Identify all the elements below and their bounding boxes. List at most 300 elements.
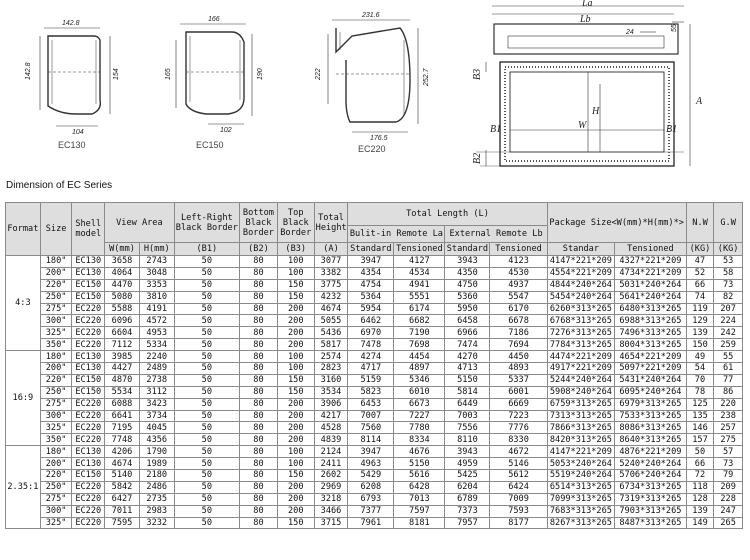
table-cell: 2735 (139, 493, 174, 505)
header-shell: Shell model (72, 203, 105, 256)
table-cell: 7099*313*265 (547, 493, 614, 505)
table-cell: 150 (277, 386, 314, 398)
table-cell: 4350 (445, 267, 490, 279)
table-cell: 4717 (348, 363, 394, 375)
table-cell: 50 (174, 327, 239, 339)
table-cell: 100 (277, 267, 314, 279)
table-cell: 5346 (394, 374, 445, 386)
table-cell: 3232 (139, 517, 174, 529)
table-cell: 7474 (445, 339, 490, 351)
header-top-black: Top Black Border (277, 203, 314, 243)
table-cell: 7377 (348, 505, 394, 517)
table-cell: 238 (714, 410, 743, 422)
table-cell: 6462 (348, 315, 394, 327)
table-cell: 4839 (314, 434, 348, 446)
table-cell: 6988*313*265 (615, 315, 687, 327)
table-cell: 4474*221*209 (547, 351, 614, 363)
table-cell: 5244*240*264 (547, 374, 614, 386)
table-cell: 200 (277, 422, 314, 434)
table-header (6, 203, 743, 256)
table-cell: 7007 (348, 410, 394, 422)
ec220-inner-width-dim: 176.5 (370, 135, 388, 142)
table-cell: 2124 (314, 446, 348, 458)
table-cell: 4427 (105, 363, 140, 375)
table-cell: 50 (174, 315, 239, 327)
table-cell: 80 (240, 267, 278, 279)
ec220-height-dim: 222 (315, 68, 322, 80)
table-cell: 5547 (490, 291, 547, 303)
table-row (6, 351, 743, 363)
table-cell: 3985 (105, 351, 140, 363)
table-cell: 7698 (394, 339, 445, 351)
profile-ec130 (40, 28, 110, 126)
ec150-height2-dim: 190 (257, 68, 264, 80)
table-cell: 3947 (348, 256, 394, 268)
table-cell: 80 (240, 505, 278, 517)
table-cell: 5842 (105, 481, 140, 493)
table-cell: 6604 (105, 327, 140, 339)
table-cell: 7186 (490, 327, 547, 339)
table-cell: 180" (40, 256, 72, 268)
table-cell: 8181 (394, 517, 445, 529)
table-cell: 4534 (394, 267, 445, 279)
table-cell: 7593 (490, 505, 547, 517)
header-format: Format (6, 203, 41, 256)
header-pkg-tensioned: Tensioned (615, 243, 687, 256)
table-cell: 8420*313*265 (547, 434, 614, 446)
table-cell: 200 (277, 505, 314, 517)
ec130-label: EC130 (58, 140, 86, 150)
table-cell: 6424 (490, 481, 547, 493)
table-cell: 6966 (445, 327, 490, 339)
table-cell: 7313*313*265 (547, 410, 614, 422)
table-cell: 8267*313*265 (547, 517, 614, 529)
header-b2: (B2) (240, 243, 278, 256)
table-cell: 80 (240, 351, 278, 363)
table-cell: 6170 (490, 303, 547, 315)
table-cell: 150 (686, 339, 714, 351)
table-cell: 100 (277, 446, 314, 458)
table-cell: 4959 (445, 458, 490, 470)
table-cell: 200 (277, 493, 314, 505)
table-cell: 200 (277, 481, 314, 493)
table-cell: 50 (174, 470, 239, 482)
table-cell: 80 (240, 458, 278, 470)
table-cell: 224 (714, 315, 743, 327)
table-cell: 7496*313*265 (615, 327, 687, 339)
ec130-height-dim: 142.8 (25, 62, 32, 80)
table-cell: 50 (174, 339, 239, 351)
table-cell: 50 (174, 458, 239, 470)
table-cell: 80 (240, 434, 278, 446)
table-cell: 1790 (139, 446, 174, 458)
table-cell: 5706*240*264 (615, 470, 687, 482)
table-cell: 5954 (348, 303, 394, 315)
table-cell: 150 (277, 374, 314, 386)
table-cell: 100 (277, 351, 314, 363)
format-cell: 2.35:1 (6, 446, 41, 529)
table-cell: 6970 (348, 327, 394, 339)
table-cell: 80 (240, 291, 278, 303)
table-cell: 5431*240*264 (615, 374, 687, 386)
table-cell: 3906 (314, 398, 348, 410)
table-cell: 4876*221*209 (615, 446, 687, 458)
table-cell: 7560 (348, 422, 394, 434)
table-cell: 53 (714, 256, 743, 268)
table-cell: 220" (40, 470, 72, 482)
table-cell: 73 (714, 279, 743, 291)
table-cell: 6458 (445, 315, 490, 327)
table-cell: 4674 (105, 458, 140, 470)
table-cell: 5823 (348, 386, 394, 398)
table-cell: 150 (277, 470, 314, 482)
table-cell: 242 (714, 327, 743, 339)
table-cell: EC130 (72, 458, 105, 470)
table-cell: 86 (714, 386, 743, 398)
format-cell: 16:9 (6, 351, 41, 446)
table-cell: 4870 (105, 374, 140, 386)
table-cell: 4045 (139, 422, 174, 434)
table-cell: 7223 (490, 410, 547, 422)
table-cell: 80 (240, 363, 278, 375)
table-cell: 3715 (314, 517, 348, 529)
table-cell: 2240 (139, 351, 174, 363)
table-cell: 5641*240*264 (615, 291, 687, 303)
table-row (6, 398, 743, 410)
table-cell: 265 (714, 517, 743, 529)
table-cell: 325" (40, 422, 72, 434)
table-cell: 6682 (394, 315, 445, 327)
table-cell: 54 (686, 363, 714, 375)
table-cell: 325" (40, 517, 72, 529)
table-cell: 119 (686, 303, 714, 315)
table-cell: 3943 (445, 256, 490, 268)
table-cell: 50 (174, 493, 239, 505)
table-cell: 6204 (445, 481, 490, 493)
table-cell: 7276*313*265 (547, 327, 614, 339)
table-cell: 50 (174, 291, 239, 303)
table-row (6, 315, 743, 327)
table-cell: EC220 (72, 327, 105, 339)
table-cell: 50 (686, 446, 714, 458)
dim-b2: B2 (472, 152, 483, 164)
dim-w: W (578, 120, 587, 131)
table-cell: 7003 (445, 410, 490, 422)
table-row (6, 327, 743, 339)
table-cell: 8330 (490, 434, 547, 446)
table-cell: 5097*221*209 (615, 363, 687, 375)
table-cell: EC220 (72, 434, 105, 446)
header-total-length: Total Length (L) (348, 203, 547, 226)
ec150-label: EC150 (196, 140, 224, 150)
table-cell: 80 (240, 279, 278, 291)
table-cell: 146 (686, 422, 714, 434)
table-cell: 3160 (314, 374, 348, 386)
table-cell: 100 (277, 363, 314, 375)
table-row (6, 256, 743, 268)
table-cell: 200" (40, 363, 72, 375)
dim-b1-left: B1 (490, 124, 502, 135)
header-size: Size (40, 203, 72, 256)
table-cell: 72 (686, 470, 714, 482)
table-cell: 50 (174, 279, 239, 291)
table-cell: 66 (686, 458, 714, 470)
table-row (6, 363, 743, 375)
table-cell: 80 (240, 517, 278, 529)
table-cell: 250" (40, 291, 72, 303)
table-cell: EC220 (72, 410, 105, 422)
table-row (6, 422, 743, 434)
table-cell: 7556 (445, 422, 490, 434)
table-cell: 7190 (394, 327, 445, 339)
table-cell: 2969 (314, 481, 348, 493)
table-cell: 350" (40, 434, 72, 446)
table-cell: 5146 (490, 458, 547, 470)
table-cell: 80 (240, 398, 278, 410)
table-cell: 4327*221*209 (615, 256, 687, 268)
header-gw: G.W (714, 203, 743, 243)
table-cell: 220" (40, 279, 72, 291)
table-cell: EC220 (72, 493, 105, 505)
table-cell: 4450 (490, 351, 547, 363)
table-cell: 125 (686, 398, 714, 410)
table-cell: 250" (40, 481, 72, 493)
header-builtin-remote: Bulit-in Remote La (348, 226, 445, 243)
table-cell: 275" (40, 398, 72, 410)
table-cell: 5436 (314, 327, 348, 339)
table-cell: 7957 (445, 517, 490, 529)
table-cell: 5337 (490, 374, 547, 386)
table-cell: 4270 (445, 351, 490, 363)
ec220-width-dim: 231.6 (362, 12, 380, 19)
dim-la: La (582, 0, 593, 9)
dimension-table (5, 202, 743, 529)
table-cell: 3382 (314, 267, 348, 279)
table-cell: 2411 (314, 458, 348, 470)
ec150-width-dim: 166 (208, 16, 220, 23)
table-cell: 66 (686, 279, 714, 291)
table-cell: 7784*313*265 (547, 339, 614, 351)
table-cell: 4713 (445, 363, 490, 375)
header-nw: N.W (686, 203, 714, 243)
table-cell: 4454 (394, 351, 445, 363)
table-row (6, 339, 743, 351)
table-cell: 2602 (314, 470, 348, 482)
table-cell: 3810 (139, 291, 174, 303)
table-cell: 275" (40, 303, 72, 315)
header-gw-unit: (KG) (714, 243, 743, 256)
table-cell: 6095*240*264 (615, 386, 687, 398)
table-cell: 80 (240, 256, 278, 268)
table-cell: 6174 (394, 303, 445, 315)
dim-b3: B3 (472, 68, 483, 80)
table-cell: 5551 (394, 291, 445, 303)
table-cell: 55 (714, 351, 743, 363)
table-cell: 100 (277, 256, 314, 268)
table-cell: 200" (40, 458, 72, 470)
table-cell: 3658 (105, 256, 140, 268)
table-cell: 52 (686, 267, 714, 279)
table-cell: 79 (714, 470, 743, 482)
table-cell: 49 (686, 351, 714, 363)
table-cell: 250" (40, 386, 72, 398)
table-cell: 5814 (445, 386, 490, 398)
table-row (6, 481, 743, 493)
table-row (6, 303, 743, 315)
table-cell: 207 (714, 303, 743, 315)
table-cell: EC220 (72, 398, 105, 410)
table-cell: 50 (174, 446, 239, 458)
table-cell: 2738 (139, 374, 174, 386)
section-title: Dimension of EC Series (6, 180, 113, 191)
table-row (6, 279, 743, 291)
table-cell: 50 (174, 386, 239, 398)
table-cell: 220 (714, 398, 743, 410)
table-cell: 200 (277, 339, 314, 351)
ec130-width-dim: 142.8 (62, 20, 80, 27)
table-cell: 80 (240, 422, 278, 434)
table-cell: 6789 (445, 493, 490, 505)
table-cell: 6208 (348, 481, 394, 493)
table-cell: 200" (40, 267, 72, 279)
table-cell: 100 (277, 458, 314, 470)
table-cell: 128 (686, 493, 714, 505)
table-cell: EC130 (72, 267, 105, 279)
table-cell: 6453 (348, 398, 394, 410)
table-cell: EC220 (72, 303, 105, 315)
ec150-height-dim: 165 (165, 68, 172, 80)
table-cell: 2574 (314, 351, 348, 363)
table-cell: 6734*313*265 (615, 481, 687, 493)
table-cell: 2823 (314, 363, 348, 375)
table-cell: 3466 (314, 505, 348, 517)
table-cell: 4127 (394, 256, 445, 268)
table-cell: 50 (174, 434, 239, 446)
table-cell: 228 (714, 493, 743, 505)
table-cell: 50 (174, 267, 239, 279)
table-cell: 8086*313*265 (615, 422, 687, 434)
table-cell: 8177 (490, 517, 547, 529)
table-cell: 4897 (394, 363, 445, 375)
table-cell: 7694 (490, 339, 547, 351)
table-cell: 70 (686, 374, 714, 386)
table-row (6, 517, 743, 529)
table-cell: 7373 (445, 505, 490, 517)
table-cell: 2489 (139, 363, 174, 375)
table-cell: 5031*240*264 (615, 279, 687, 291)
table-cell: 7011 (105, 505, 140, 517)
table-cell: 2180 (139, 470, 174, 482)
table-cell: EC150 (72, 279, 105, 291)
table-row (6, 446, 743, 458)
table-body (6, 256, 743, 529)
table-cell: 209 (714, 481, 743, 493)
table-cell: 50 (174, 517, 239, 529)
table-cell: 4528 (314, 422, 348, 434)
table-cell: 180" (40, 446, 72, 458)
table-cell: 6001 (490, 386, 547, 398)
table-cell: 82 (714, 291, 743, 303)
table-cell: 129 (686, 315, 714, 327)
table-cell: 6768*313*265 (547, 315, 614, 327)
table-cell: 6010 (394, 386, 445, 398)
table-cell: 80 (240, 327, 278, 339)
table-cell: 50 (174, 374, 239, 386)
table-cell: 8487*313*265 (615, 517, 687, 529)
header-b3: (B3) (277, 243, 314, 256)
table-cell: 4844*240*264 (547, 279, 614, 291)
table-cell: 3112 (139, 386, 174, 398)
table-cell: 5616 (394, 470, 445, 482)
format-cell: 4:3 (6, 256, 41, 351)
table-cell: 4191 (139, 303, 174, 315)
table-row (6, 434, 743, 446)
table-cell: 6096 (105, 315, 140, 327)
table-cell: 5454*240*264 (547, 291, 614, 303)
dim-h: H (592, 106, 600, 117)
table-cell: EC130 (72, 446, 105, 458)
table-row (6, 267, 743, 279)
table-cell: EC150 (72, 470, 105, 482)
table-cell: 4354 (348, 267, 394, 279)
profile-ec150 (176, 24, 252, 124)
table-cell: 50 (174, 505, 239, 517)
table-cell: 4674 (314, 303, 348, 315)
dim-lb: Lb (580, 14, 591, 25)
ec220-label: EC220 (358, 144, 386, 154)
table-cell: 7595 (105, 517, 140, 529)
header-bottom-black: Bottom Black Border (240, 203, 278, 243)
table-cell: 7683*313*265 (547, 505, 614, 517)
table-cell: 5612 (490, 470, 547, 482)
table-cell: 3734 (139, 410, 174, 422)
table-cell: 325" (40, 327, 72, 339)
table-cell: 57 (714, 446, 743, 458)
header-b1: (B1) (174, 243, 239, 256)
table-cell: 5360 (445, 291, 490, 303)
table-cell: 6260*313*265 (547, 303, 614, 315)
table-cell: 7866*313*265 (547, 422, 614, 434)
table-cell: 4123 (490, 256, 547, 268)
table-cell: 74 (686, 291, 714, 303)
header-h-mm: H(mm) (139, 243, 174, 256)
table-cell: 3218 (314, 493, 348, 505)
table-cell: EC130 (72, 351, 105, 363)
table-cell: 220" (40, 374, 72, 386)
table-cell: 61 (714, 363, 743, 375)
dim-b1-right: B1 (666, 124, 678, 135)
table-cell: 150 (277, 291, 314, 303)
ec150-inner-width-dim: 102 (220, 127, 232, 134)
table-cell: 4274 (348, 351, 394, 363)
table-cell: 8640*313*265 (615, 434, 687, 446)
table-cell: EC220 (72, 339, 105, 351)
table-cell: 8110 (445, 434, 490, 446)
header-la-standard: Standard (348, 243, 394, 256)
table-cell: 4470 (105, 279, 140, 291)
table-cell: 5055 (314, 315, 348, 327)
table-cell: 4147*221*209 (547, 446, 614, 458)
table-cell: 6678 (490, 315, 547, 327)
table-cell: 4672 (490, 446, 547, 458)
table-cell: 4963 (348, 458, 394, 470)
table-cell: 259 (714, 339, 743, 351)
table-cell: 149 (686, 517, 714, 529)
table-cell: 50 (174, 351, 239, 363)
table-row (6, 470, 743, 482)
table-cell: 5150 (445, 374, 490, 386)
table-cell: 7319*313*265 (615, 493, 687, 505)
